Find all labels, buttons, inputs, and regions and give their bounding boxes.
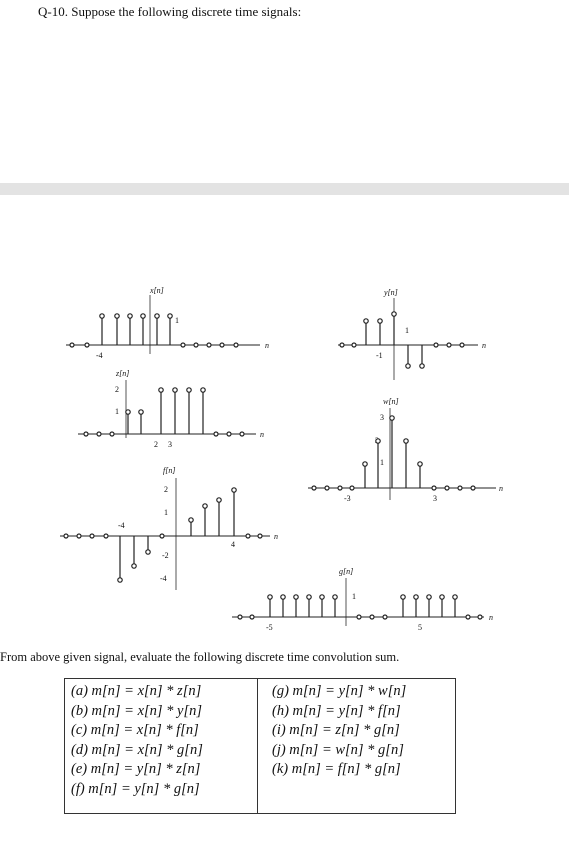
convolution-table	[64, 678, 456, 814]
plot-y-axis-label: n	[482, 341, 486, 350]
plot-y-sample	[420, 364, 424, 368]
plot-x	[66, 286, 269, 360]
plot-g-tick-label: 5	[418, 623, 422, 632]
plot-f-axis-label: n	[274, 532, 278, 541]
convolution-column-right	[258, 679, 406, 813]
plot-y-sample	[406, 364, 410, 368]
plot-x-axis-label: n	[265, 341, 269, 350]
plot-x-sample	[115, 314, 119, 318]
plot-w	[308, 397, 503, 503]
plot-z-axis-label: n	[260, 430, 264, 439]
plot-f-sample	[217, 498, 221, 502]
plot-f	[60, 466, 278, 590]
plot-z-sample	[139, 410, 143, 414]
plot-g-axis-label: n	[489, 613, 493, 622]
question-text: Q-10. Suppose the following discrete time signals:	[38, 4, 302, 19]
plot-z-sample	[201, 388, 205, 392]
plot-w-sample	[390, 416, 394, 420]
plot-f-tick-label: 1	[164, 508, 168, 517]
plot-x-sample	[128, 314, 132, 318]
plot-f-tick-label: 4	[231, 540, 235, 549]
plot-x-sample	[155, 314, 159, 318]
convolution-item: (b) m[n] = x[n] * y[n]	[71, 702, 203, 719]
plot-f-sample	[232, 488, 236, 492]
plot-w-sample	[418, 462, 422, 466]
plot-z-sample	[187, 388, 191, 392]
plot-f-sample	[132, 564, 136, 568]
plot-z-tick-label: 2	[154, 440, 158, 449]
plot-g-tick-label: 1	[352, 592, 356, 601]
plot-f-sample	[118, 578, 122, 582]
plot-z-tick-label: 3	[168, 440, 172, 449]
plot-x-title: x[n]	[150, 286, 164, 295]
plot-f-sample	[189, 518, 193, 522]
plot-x-sample	[168, 314, 172, 318]
plot-x-sample	[141, 314, 145, 318]
plot-w-tick-label: -3	[344, 494, 351, 503]
plot-z	[78, 369, 264, 449]
plot-w-tick-label: 3	[380, 413, 384, 422]
plot-y-tick-label: -1	[376, 351, 383, 360]
plot-g-sample	[307, 595, 311, 599]
plot-y-sample	[392, 312, 396, 316]
plot-z-sample	[126, 410, 130, 414]
plot-z-tick-label: 2	[115, 385, 119, 394]
plot-z-sample	[173, 388, 177, 392]
plot-g-sample	[401, 595, 405, 599]
plot-y	[338, 288, 486, 380]
convolution-item: (e) m[n] = y[n] * z[n]	[71, 761, 201, 778]
plot-g-sample	[281, 595, 285, 599]
plot-y-title: y[n]	[384, 288, 398, 297]
plot-f-sample	[203, 504, 207, 508]
plot-g-sample	[294, 595, 298, 599]
plot-g-sample	[320, 595, 324, 599]
plot-y-sample	[378, 319, 382, 323]
plot-g-sample	[333, 595, 337, 599]
plot-w-tick-label: 3	[433, 494, 437, 503]
plot-y-tick-label: 1	[405, 326, 409, 335]
convolution-item: (k) m[n] = f[n] * g[n]	[272, 761, 401, 778]
plot-x-tick-label: -4	[96, 351, 103, 360]
convolution-item: (d) m[n] = x[n] * g[n]	[71, 741, 203, 758]
plot-f-sample	[146, 550, 150, 554]
plot-g-sample	[453, 595, 457, 599]
plot-z-sample	[159, 388, 163, 392]
plot-y-sample	[364, 319, 368, 323]
convolution-item: (f) m[n] = y[n] * g[n]	[71, 780, 200, 797]
plot-g-tick-label: -5	[266, 623, 273, 632]
convolution-item: (h) m[n] = y[n] * f[n]	[272, 702, 401, 719]
plot-z-tick-label: 1	[115, 407, 119, 416]
plot-f-tick-label: -4	[118, 521, 125, 530]
plot-w-tick-label: 1	[380, 458, 384, 467]
plot-g-sample	[427, 595, 431, 599]
plot-w-axis-label: n	[499, 484, 503, 493]
instruction-text: From above given signal, evaluate the following discrete time convolution sum.	[0, 650, 400, 664]
convolution-item: (i) m[n] = z[n] * g[n]	[272, 722, 400, 739]
plot-g-sample	[440, 595, 444, 599]
plot-f-tick-label: -4	[160, 574, 167, 583]
plot-w-sample	[363, 462, 367, 466]
plot-g-title: g[n]	[339, 567, 354, 576]
plot-z-title: z[n]	[116, 369, 130, 378]
plot-w-sample	[404, 439, 408, 443]
convolution-item: (g) m[n] = y[n] * w[n]	[272, 683, 407, 699]
convolution-item: (c) m[n] = x[n] * f[n]	[71, 722, 199, 739]
plot-g	[232, 567, 493, 632]
plot-w-title: w[n]	[383, 397, 399, 406]
plot-f-title: f[n]	[163, 466, 176, 475]
convolution-item: (a) m[n] = x[n] * z[n]	[71, 683, 202, 699]
plot-x-sample	[100, 314, 104, 318]
plot-f-tick-label: -2	[162, 551, 169, 560]
plot-w-sample	[376, 439, 380, 443]
plot-x-tick-label: 1	[175, 316, 179, 325]
convolution-item: (j) m[n] = w[n] * g[n]	[272, 741, 404, 758]
convolution-column-left	[65, 679, 258, 813]
plot-f-tick-label: 2	[164, 485, 168, 494]
plot-g-sample	[268, 595, 272, 599]
plot-g-sample	[414, 595, 418, 599]
